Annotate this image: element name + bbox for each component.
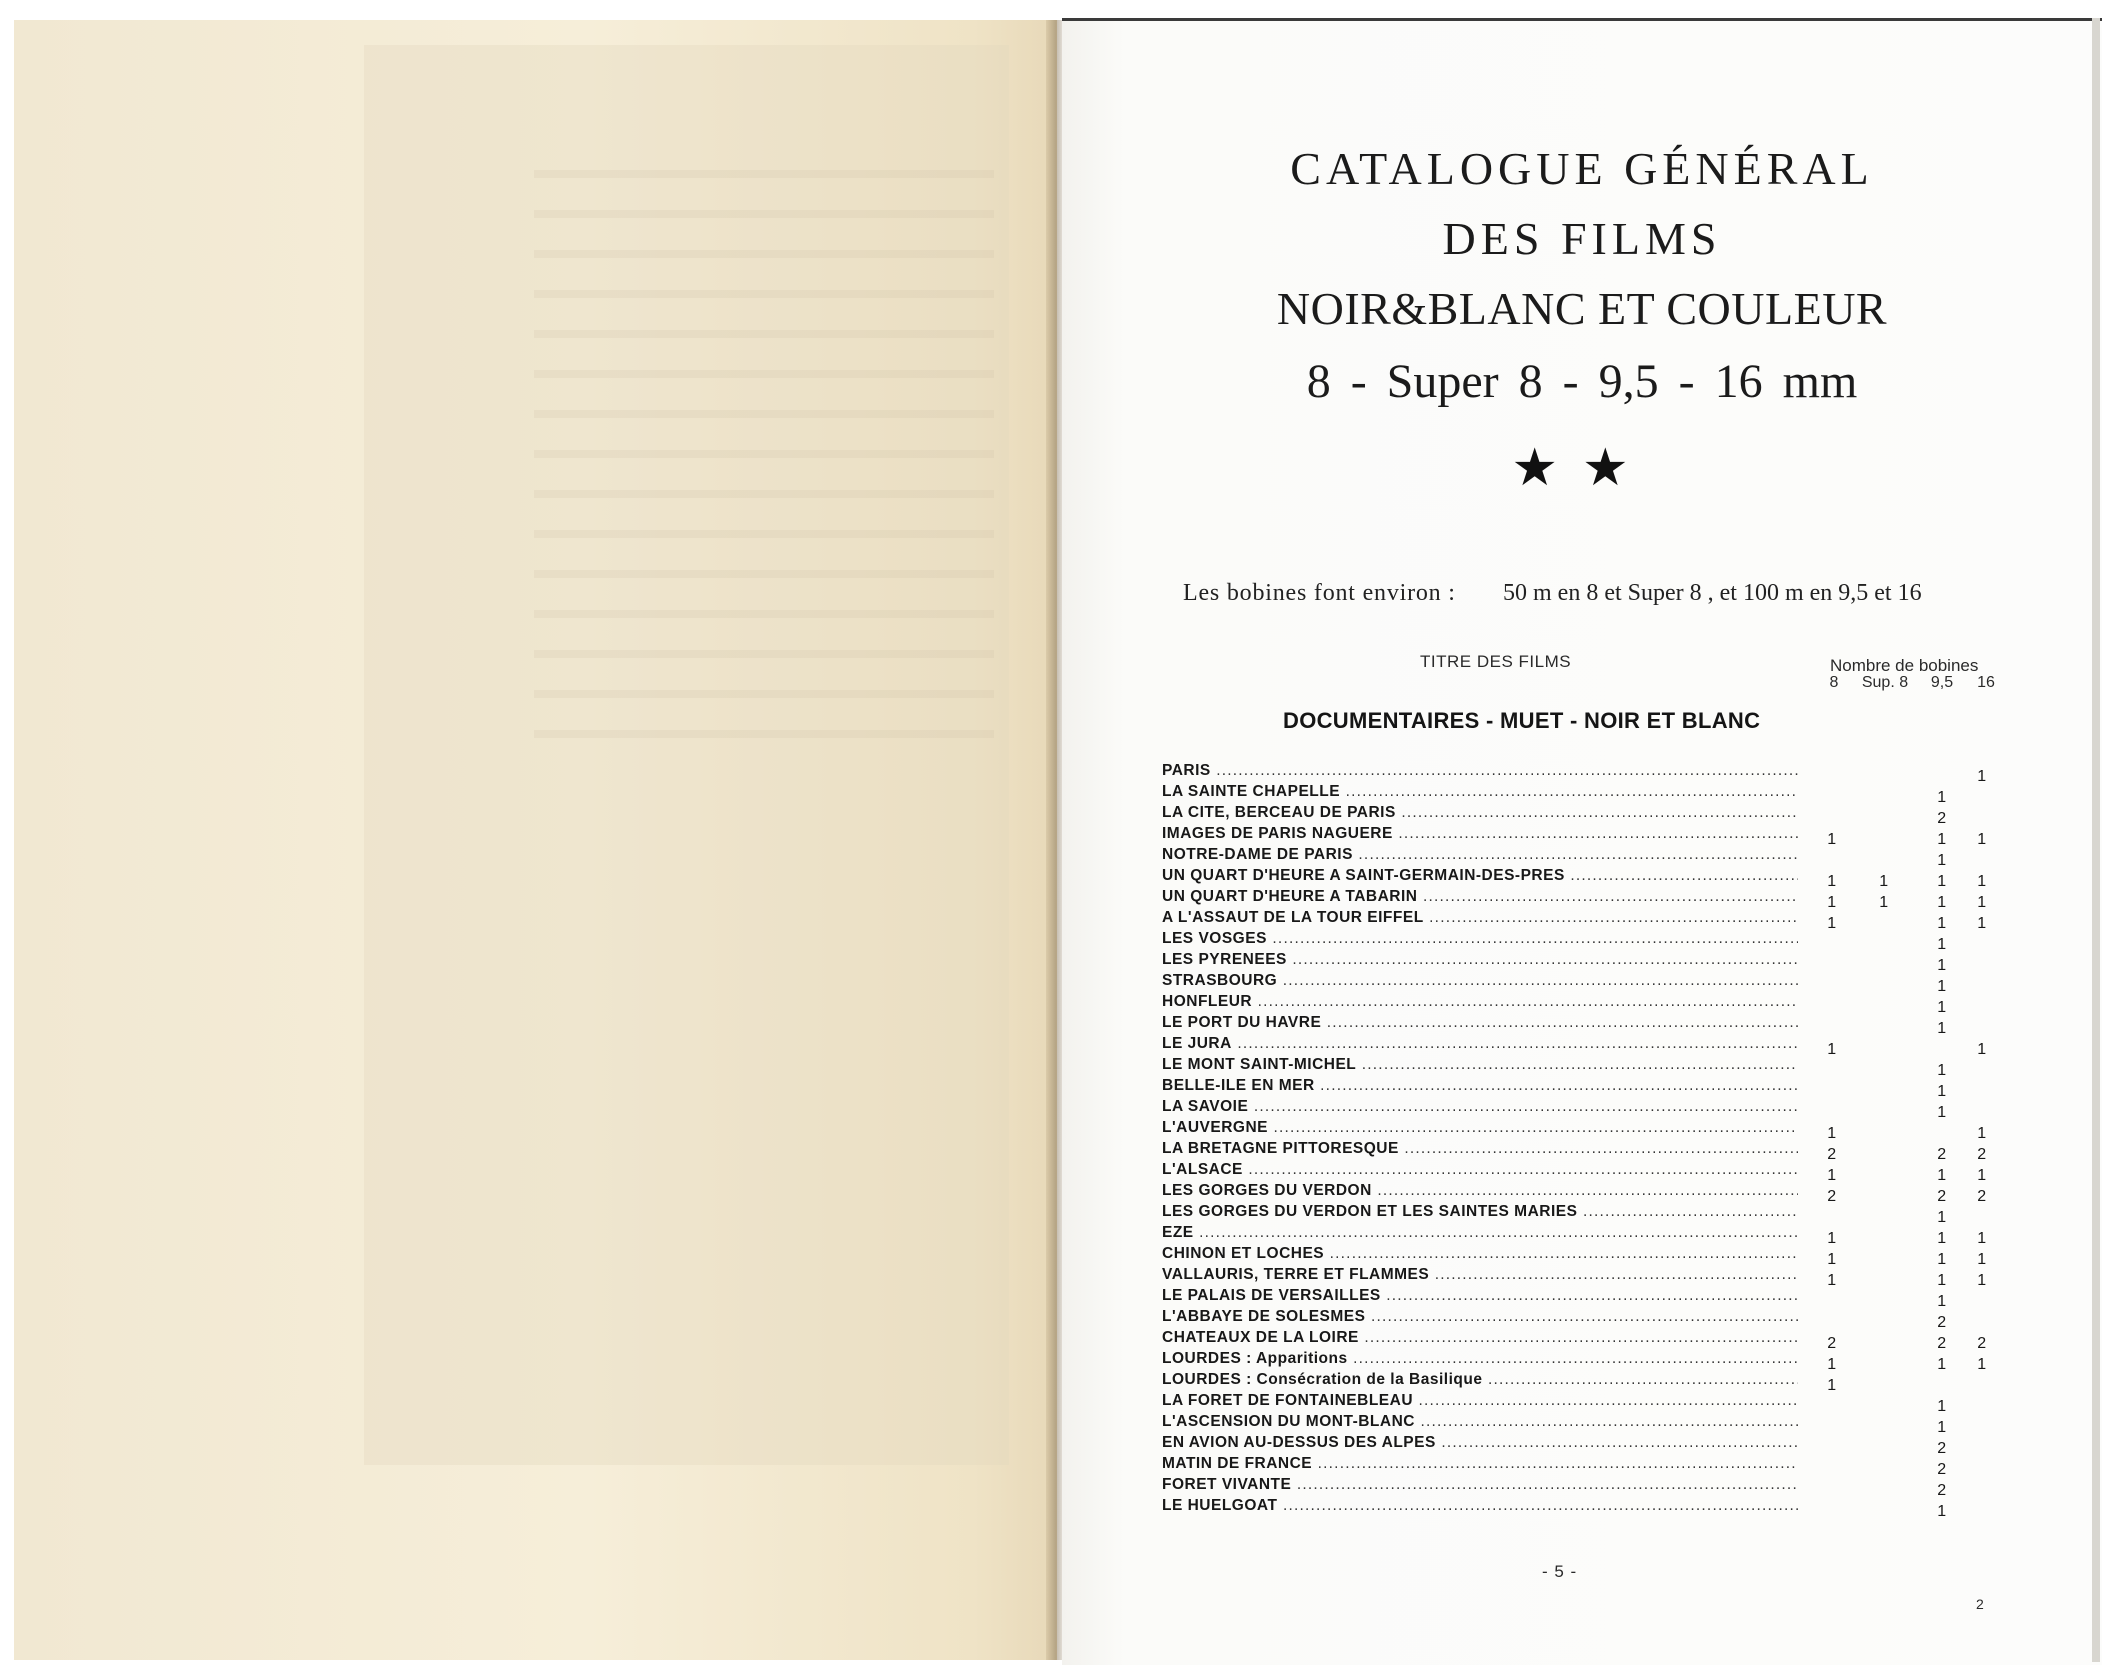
reels-8mm: 2: [1827, 1146, 1837, 1163]
film-row: [1162, 907, 1998, 932]
film-title: L'ASCENSION DU MONT-BLANC .....: [1162, 1411, 1798, 1432]
reels-9-5mm: 1: [1937, 999, 1947, 1016]
film-title: LES PYRENEES .....: [1162, 949, 1798, 970]
film-title: L'ABBAYE DE SOLESMES .....: [1162, 1306, 1798, 1327]
reels-8mm: 1: [1827, 1251, 1837, 1268]
film-row: [1162, 991, 1998, 1016]
reels-16mm: 1: [1977, 1041, 1987, 1058]
film-row: [1162, 1159, 1998, 1184]
film-title: CHINON ET LOCHES .....: [1162, 1243, 1798, 1264]
reels-9-5mm: 1: [1937, 1167, 1947, 1184]
film-title: UN QUART D'HEURE A SAINT-GERMAIN-DES-PRES .....: [1162, 865, 1798, 886]
film-row: [1162, 1285, 1998, 1310]
film-row: [1162, 1012, 1998, 1037]
film-row: [1162, 1369, 1998, 1394]
film-title: LA CITE, BERCEAU DE PARIS .....: [1162, 802, 1798, 823]
film-title: LE PORT DU HAVRE .....: [1162, 1012, 1798, 1033]
catalogue-title-line-2: DES FILMS: [1442, 213, 1722, 264]
left-page: [14, 20, 1057, 1660]
reel-note-label: Les bobines font environ :: [1183, 580, 1456, 606]
reels-8mm: 1: [1827, 1230, 1837, 1247]
reels-8mm: 1: [1827, 873, 1837, 890]
film-row: [1162, 1432, 1998, 1457]
catalogue-title-line-3: NOIR&BLANC ET COULEUR: [1276, 283, 1888, 334]
film-row: [1162, 1453, 1998, 1478]
film-title: VALLAURIS, TERRE ET FLAMMES .....: [1162, 1264, 1798, 1285]
column-header-title: TITRE DES FILMS: [1420, 652, 1572, 671]
reels-16mm: 2: [1977, 1188, 1987, 1205]
reels-16mm: 1: [1977, 915, 1987, 932]
film-title: LA FORET DE FONTAINEBLEAU .....: [1162, 1390, 1798, 1411]
reels-8mm: 1: [1827, 1356, 1837, 1373]
reels-9-5mm: 1: [1937, 978, 1947, 995]
catalogue-title-formats: 8 - Super 8 - 9,5 - 16 mm: [1306, 355, 1858, 408]
reels-8mm: 1: [1827, 1125, 1837, 1142]
film-row: [1162, 1411, 1998, 1436]
reels-super8: 1: [1879, 894, 1889, 911]
film-title: MATIN DE FRANCE .....: [1162, 1453, 1798, 1474]
film-title: LES VOSGES .....: [1162, 928, 1798, 949]
film-row: [1162, 1201, 1998, 1226]
reels-8mm: 1: [1827, 1272, 1837, 1289]
film-title: LA BRETAGNE PITTORESQUE .....: [1162, 1138, 1798, 1159]
film-title: LE PALAIS DE VERSAILLES .....: [1162, 1285, 1798, 1306]
reels-16mm: 1: [1977, 1230, 1987, 1247]
format-header-9-5: 9,5: [1930, 674, 1954, 691]
film-row: [1162, 1138, 1998, 1163]
film-row: [1162, 928, 1998, 953]
film-row: [1162, 1264, 1998, 1289]
reels-9-5mm: 1: [1937, 1020, 1947, 1037]
film-row: [1162, 1474, 1998, 1499]
reels-9-5mm: 1: [1937, 852, 1947, 869]
film-row: [1162, 802, 1998, 827]
reels-9-5mm: 1: [1937, 936, 1947, 953]
reels-16mm: 1: [1977, 831, 1987, 848]
film-row: [1162, 823, 1998, 848]
film-title: LES GORGES DU VERDON .....: [1162, 1180, 1798, 1201]
reels-16mm: 1: [1977, 1167, 1987, 1184]
film-title: IMAGES DE PARIS NAGUERE .....: [1162, 823, 1798, 844]
film-title: UN QUART D'HEURE A TABARIN .....: [1162, 886, 1798, 907]
sheet-number: 2: [1976, 1596, 1984, 1612]
reels-8mm: 1: [1827, 894, 1837, 911]
section-heading: DOCUMENTAIRES - MUET - NOIR ET BLANC: [1283, 708, 1761, 733]
film-title: FORET VIVANTE .....: [1162, 1474, 1798, 1495]
reels-9-5mm: 1: [1937, 1209, 1947, 1226]
reels-8mm: 1: [1827, 1377, 1837, 1394]
film-row: [1162, 1390, 1998, 1415]
reels-9-5mm: 1: [1937, 1104, 1947, 1121]
reels-9-5mm: 2: [1937, 1335, 1947, 1352]
film-row: [1162, 844, 1998, 869]
reels-9-5mm: 2: [1937, 1314, 1947, 1331]
film-title: CHATEAUX DE LA LOIRE .....: [1162, 1327, 1798, 1348]
reels-9-5mm: 2: [1937, 1440, 1947, 1457]
format-header-8: 8: [1829, 674, 1839, 691]
film-title: LA SAVOIE .....: [1162, 1096, 1798, 1117]
reels-8mm: 1: [1827, 831, 1837, 848]
reels-9-5mm: 1: [1937, 1230, 1947, 1247]
reels-9-5mm: 1: [1937, 915, 1947, 932]
film-title: LOURDES : Apparitions .....: [1162, 1348, 1798, 1369]
film-row: [1162, 949, 1998, 974]
film-row: [1162, 865, 1998, 890]
film-title: STRASBOURG .....: [1162, 970, 1798, 991]
reels-9-5mm: 1: [1937, 1272, 1947, 1289]
format-header-super8: Sup. 8: [1861, 674, 1909, 691]
reels-9-5mm: 1: [1937, 1293, 1947, 1310]
reels-16mm: 2: [1977, 1146, 1987, 1163]
reel-note-value: 50 m en 8 et Super 8 , et 100 m en 9,5 et 16: [1503, 580, 1922, 606]
reels-16mm: 1: [1977, 1272, 1987, 1289]
reels-9-5mm: 1: [1937, 831, 1947, 848]
reels-super8: 1: [1879, 873, 1889, 890]
film-row: [1162, 1117, 1998, 1142]
film-title: LA SAINTE CHAPELLE .....: [1162, 781, 1798, 802]
reels-9-5mm: 1: [1937, 894, 1947, 911]
film-title: LE MONT SAINT-MICHEL .....: [1162, 1054, 1798, 1075]
film-list: [1162, 760, 1998, 1520]
reels-8mm: 1: [1827, 1167, 1837, 1184]
reels-9-5mm: 1: [1937, 1503, 1947, 1520]
reels-9-5mm: 2: [1937, 1188, 1947, 1205]
film-row: [1162, 760, 1998, 785]
reels-9-5mm: 2: [1937, 1146, 1947, 1163]
film-title: NOTRE-DAME DE PARIS .....: [1162, 844, 1798, 865]
format-header-16: 16: [1977, 674, 1995, 691]
reels-9-5mm: 1: [1937, 1398, 1947, 1415]
reels-16mm: 1: [1977, 1125, 1987, 1142]
reels-9-5mm: 2: [1937, 1482, 1947, 1499]
reels-9-5mm: 1: [1937, 1356, 1947, 1373]
film-row: [1162, 1075, 1998, 1100]
film-title: PARIS .....: [1162, 760, 1798, 781]
film-title: EN AVION AU-DESSUS DES ALPES .....: [1162, 1432, 1798, 1453]
film-row: [1162, 1495, 1998, 1520]
reels-9-5mm: 1: [1937, 1251, 1947, 1268]
film-title: EZE .....: [1162, 1222, 1798, 1243]
film-row: [1162, 1348, 1998, 1373]
page-number: - 5 -: [1542, 1562, 1578, 1581]
reels-9-5mm: 1: [1937, 1062, 1947, 1079]
column-header-reels: Nombre de bobines: [1830, 656, 1979, 675]
film-row: [1162, 1306, 1998, 1331]
film-row: [1162, 1096, 1998, 1121]
reels-9-5mm: 1: [1937, 1083, 1947, 1100]
film-row: [1162, 1033, 1998, 1058]
reels-8mm: 2: [1827, 1188, 1837, 1205]
reels-16mm: 1: [1977, 1251, 1987, 1268]
reels-9-5mm: 1: [1937, 789, 1947, 806]
film-title: L'ALSACE .....: [1162, 1159, 1798, 1180]
film-row: [1162, 781, 1998, 806]
film-title: LE HUELGOAT .....: [1162, 1495, 1798, 1516]
film-title: BELLE-ILE EN MER .....: [1162, 1075, 1798, 1096]
catalogue-title-line-1: CATALOGUE GÉNÉRAL: [1290, 143, 1874, 194]
film-row: [1162, 1054, 1998, 1079]
reels-9-5mm: 2: [1937, 1461, 1947, 1478]
show-through-text: [534, 170, 994, 770]
reels-16mm: 1: [1977, 768, 1987, 785]
film-row: [1162, 1180, 1998, 1205]
reels-9-5mm: 1: [1937, 957, 1947, 974]
film-row: [1162, 970, 1998, 995]
reels-16mm: 1: [1977, 894, 1987, 911]
reels-8mm: 1: [1827, 915, 1837, 932]
film-title: LOURDES : Consécration de la Basilique .....: [1162, 1369, 1798, 1390]
film-title: LE JURA .....: [1162, 1033, 1798, 1054]
reels-16mm: 2: [1977, 1335, 1987, 1352]
star-ornament-icon: ★★: [1511, 438, 1653, 498]
reels-16mm: 1: [1977, 1356, 1987, 1373]
film-row: [1162, 886, 1998, 911]
reels-9-5mm: 2: [1937, 810, 1947, 827]
film-row: [1162, 1243, 1998, 1268]
film-title: LES GORGES DU VERDON ET LES SAINTES MARIES .....: [1162, 1201, 1798, 1222]
film-title: A L'ASSAUT DE LA TOUR EIFFEL .....: [1162, 907, 1798, 928]
reels-8mm: 2: [1827, 1335, 1837, 1352]
reels-9-5mm: 1: [1937, 1419, 1947, 1436]
film-row: [1162, 1222, 1998, 1247]
reels-16mm: 1: [1977, 873, 1987, 890]
film-title: HONFLEUR .....: [1162, 991, 1798, 1012]
reels-9-5mm: 1: [1937, 873, 1947, 890]
reels-8mm: 1: [1827, 1041, 1837, 1058]
film-title: L'AUVERGNE .....: [1162, 1117, 1798, 1138]
film-row: [1162, 1327, 1998, 1352]
